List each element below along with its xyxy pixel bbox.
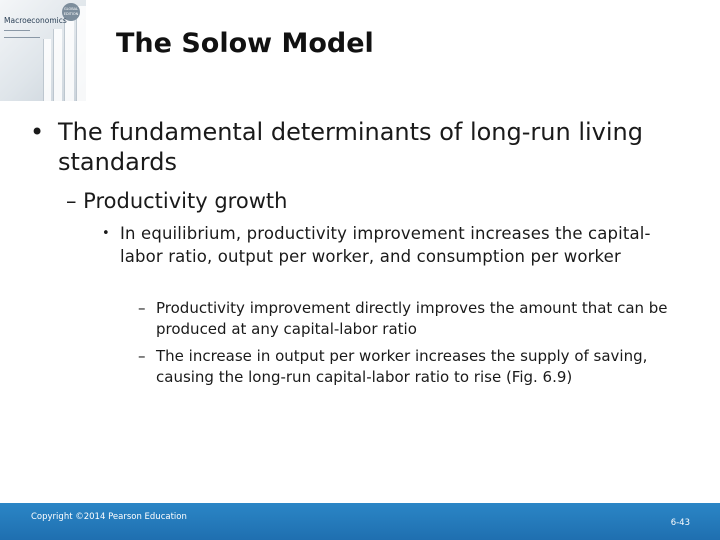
- cover-bar: [54, 29, 62, 101]
- cover-seal: GLOBAL EDITION: [62, 3, 80, 21]
- bullet-level2: – Productivity growth: [66, 189, 288, 213]
- book-cover-image: [0, 0, 86, 101]
- dash-marker: –: [138, 299, 146, 317]
- page-number: 6-43: [670, 518, 690, 528]
- bullet-level4-text: The increase in output per worker increases the supply of saving, causing the long-run capital-labor ratio to rise (Fig. 6.9): [156, 347, 648, 386]
- bullet-level3: [102, 222, 692, 268]
- slide-title: The Solow Model: [116, 28, 374, 59]
- bullet-level3-text: In equilibrium, productivity improvement increases the capital-labor ratio, output per worker, and consumption per worker: [120, 224, 651, 266]
- copyright-text: Copyright ©2014 Pearson Education: [31, 512, 187, 522]
- bullet-dot: •: [102, 226, 110, 241]
- bullet-level4: [138, 298, 698, 340]
- cover-bar: [65, 17, 74, 101]
- dash-marker: –: [138, 347, 146, 365]
- cover-bar: [77, 6, 86, 101]
- bullet-level4: [138, 346, 698, 388]
- cover-title: Macroeconomics: [4, 16, 67, 25]
- footer-bar: [0, 503, 720, 540]
- bullet-level1-text: The fundamental determinants of long-run living standards: [58, 118, 643, 176]
- bullet-level1: [30, 117, 680, 177]
- bullet-dot: •: [30, 118, 45, 146]
- cover-text-line: [4, 30, 30, 31]
- bullet-level4-text: Productivity improvement directly improves the amount that can be produced at any capital-labor ratio: [156, 299, 668, 338]
- cover-bar: [44, 39, 51, 101]
- cover-text-line: [4, 37, 40, 38]
